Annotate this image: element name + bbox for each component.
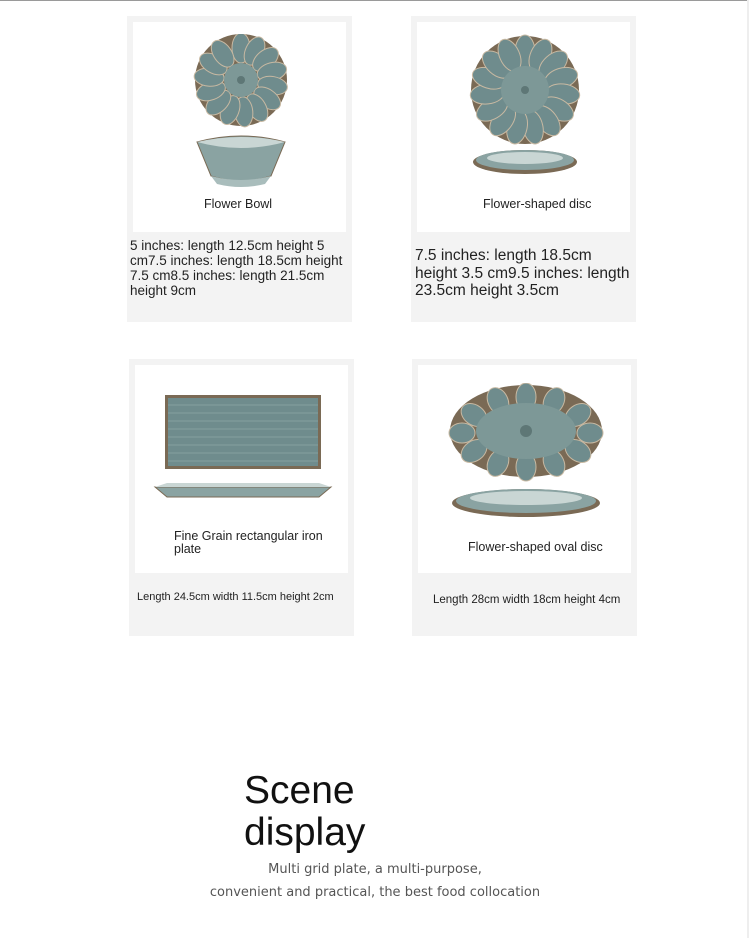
scene-subtitle-line1: Multi grid plate, a multi-purpose, — [268, 862, 482, 877]
product-card-rectangular-plate[interactable] — [129, 359, 354, 636]
product-dimensions: Length 24.5cm width 11.5cm height 2cm — [137, 591, 334, 603]
product-dimensions: 7.5 inches: length 18.5cm height 3.5 cm9.5 inches: length 23.5cm height 3.5cm — [415, 247, 630, 299]
top-divider — [0, 0, 749, 1]
product-card-oval-disc[interactable] — [412, 359, 637, 636]
flower-disc-image — [469, 34, 581, 184]
product-name: Flower-shaped disc — [483, 197, 592, 211]
product-name: Flower-shaped oval disc — [468, 540, 603, 554]
scene-subtitle-line2: convenient and practical, the best food collocation — [209, 885, 541, 900]
rectangular-plate-image — [153, 393, 333, 505]
flower-bowl-image — [191, 34, 291, 194]
product-dimensions: Length 28cm width 18cm height 4cm — [433, 594, 621, 606]
product-card-flower-bowl[interactable] — [127, 16, 352, 322]
product-card-flower-disc[interactable] — [411, 16, 636, 322]
product-name: Fine Grain rectangular iron plate — [174, 529, 323, 556]
product-dimensions: 5 inches: length 12.5cm height 5 cm7.5 inches: length 18.5cm height 7.5 cm8.5 inches: length 21.5cm height 9cm — [130, 238, 343, 298]
product-name: Flower Bowl — [204, 197, 273, 211]
oval-disc-image — [448, 383, 604, 523]
scene-title: Scene display — [244, 769, 366, 854]
